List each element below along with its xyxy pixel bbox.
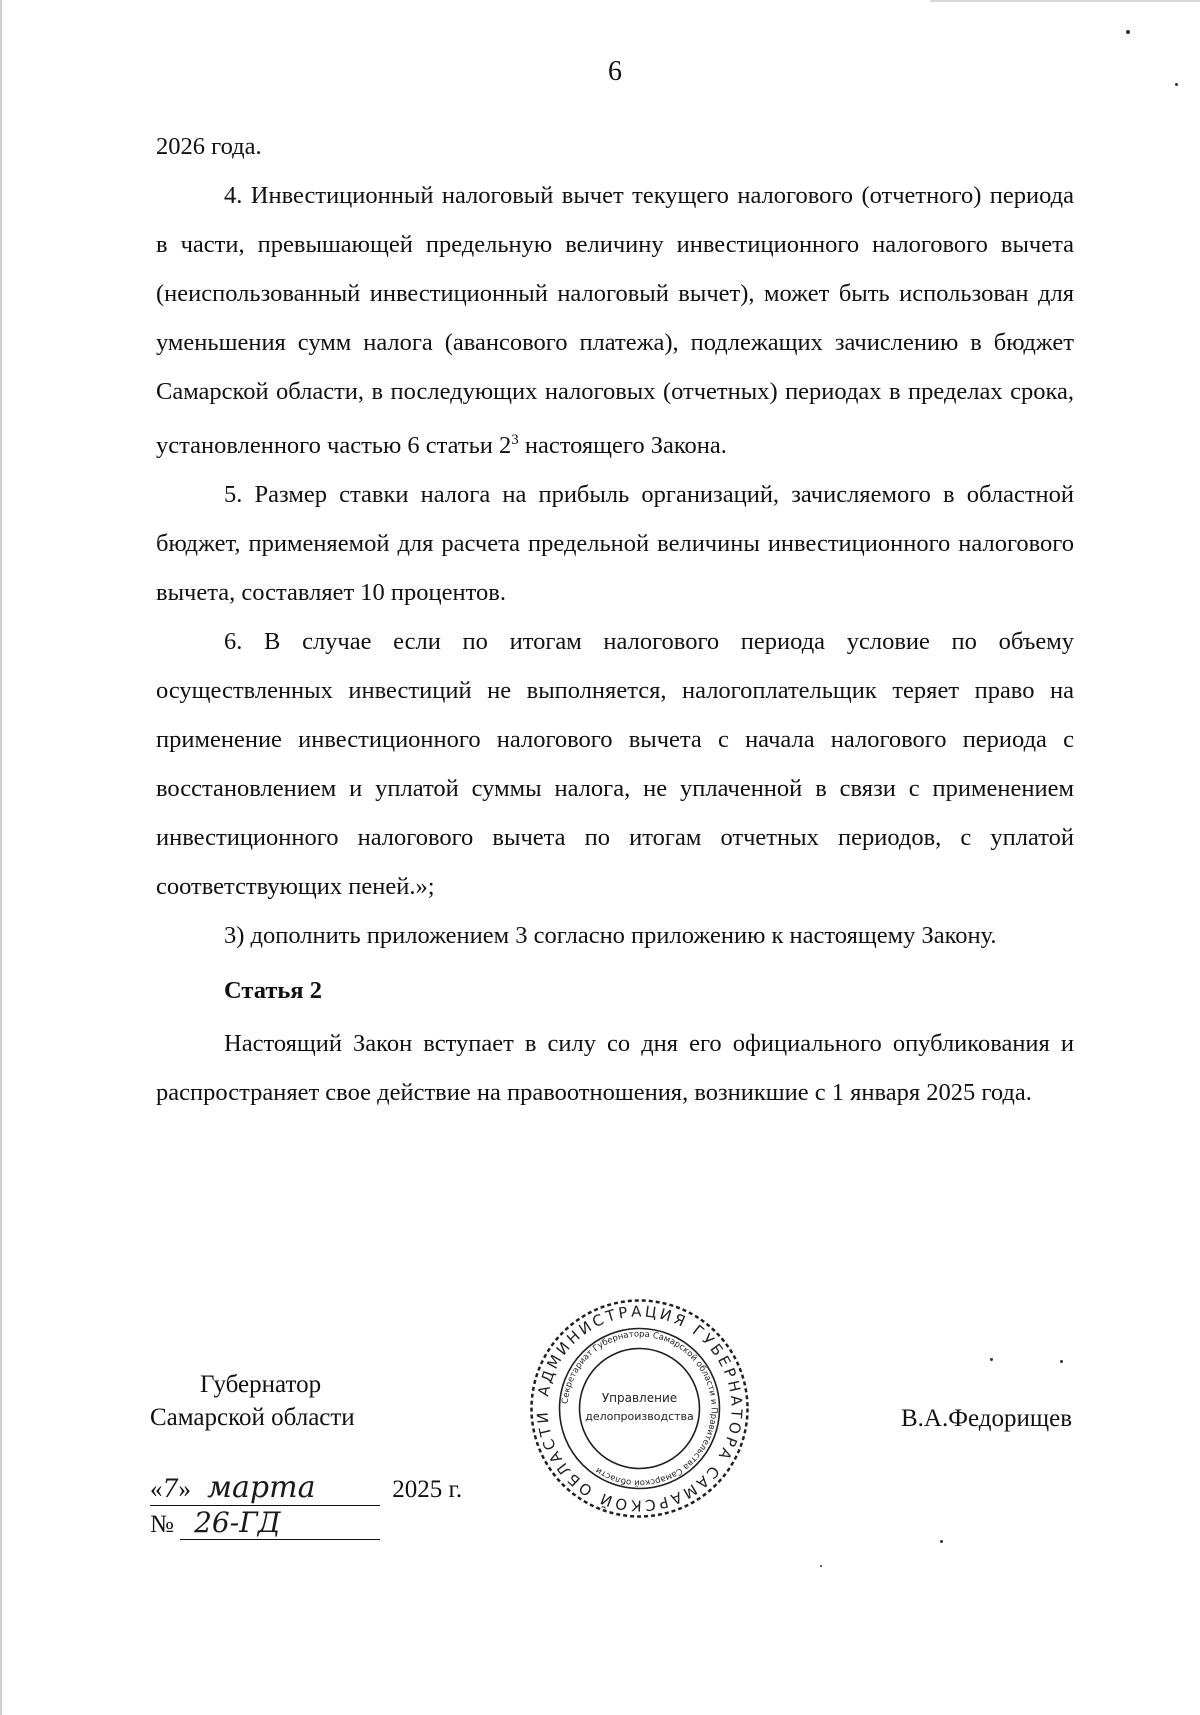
article-2-heading: Статья 2 (224, 977, 322, 1005)
official-seal-stamp (527, 1296, 752, 1521)
page-number: 6 (608, 56, 622, 87)
law-number (150, 1506, 390, 1542)
number-prefix: № (150, 1511, 174, 1538)
date-open-quote: « (150, 1476, 163, 1503)
signing-date (150, 1470, 490, 1506)
signatory-name: В.А.Федорищев (901, 1405, 1072, 1432)
scan-speck (1126, 30, 1130, 34)
paragraph-item-3: 3) дополнить приложением 3 согласно приложению к настоящему Закону. (224, 922, 997, 950)
signatory-title-line1: Губернатор (200, 1371, 322, 1398)
clause-4-ending: настоящего Закона. (518, 432, 727, 460)
seal-inner-ring (580, 1349, 700, 1469)
paragraph-clause-5: 5. Размер ставки налога на прибыль организаций, зачисляемого в областной бюджет, применяемой для расчета предельной величины инвестиционного налогового вычета, составляет 10 процентов. (156, 481, 1074, 607)
clause-4-text: 4. Инвестиционный налоговый вычет текущего налогового (отчетного) периода в части, превышающей предельную величину инвестиционного налогового вычета (неиспользованный инвестиционный налоговый вычет), может быть использован для уменьшения сумм налога (авансового платежа), подлежащих зачислению в бюджет Самарской области, в последующих налоговых (отчетных) периодах в пределах срока, установленного частью 6 статьи 2 (156, 182, 1074, 460)
paragraph-clause-4 (156, 171, 1074, 470)
number-handwritten: 26-ГД (194, 1506, 281, 1539)
scan-speck (990, 1358, 993, 1361)
paragraph-continuation: 2026 года. (156, 133, 262, 160)
seal-middle-ring (560, 1329, 720, 1489)
clause-4-superscript: 3 (511, 432, 519, 448)
law-text-body (156, 122, 1074, 1117)
date-year: 2025 г. (392, 1476, 463, 1503)
paragraph-clause-6: 6. В случае если по итогам налогового периода условие по объему осуществленных инвестиций не выполняется, налогоплательщик теряет право на применение инвестиционного налогового вычета с начала налогового периода с восстановлением и уплатой суммы налога, не уплаченной в связи с применением инвестиционного налогового вычета по итогам отчетных периодов, с уплатой соответствующих пеней.»; (156, 628, 1074, 901)
signatory-title (150, 1368, 355, 1434)
date-close-quote: » (178, 1476, 191, 1503)
scan-speck (820, 1565, 822, 1567)
scan-left-edge (0, 0, 2, 1715)
paragraph-article-2: Настоящий Закон вступает в силу со дня его официального опубликования и распространяет свое действие на правоотношения, возникшие с 1 января 2025 года. (156, 1030, 1074, 1107)
seal-center-line1: Управление (601, 1391, 678, 1405)
scan-speck (1060, 1360, 1063, 1363)
date-month-handwritten: марта (207, 1470, 316, 1505)
date-day-handwritten: 7 (162, 1474, 179, 1503)
scan-speck (1175, 83, 1178, 86)
number-underline (180, 1506, 380, 1540)
seal-outer-text: АДМИНИСТРАЦИЯ ГУБЕРНАТОРА САМАРСКОЙ ОБЛАСТИ (533, 1302, 746, 1515)
seal-center-line2: делопроизводства (585, 1410, 694, 1423)
date-underline (150, 1470, 380, 1506)
seal-inner-text: Секретариат Губернатора Самарской области и Правительства Самарской области (560, 1329, 719, 1488)
scan-top-edge (930, 0, 1200, 2)
signatory-title-line2: Самарской области (150, 1404, 355, 1431)
scan-speck (940, 1540, 943, 1543)
